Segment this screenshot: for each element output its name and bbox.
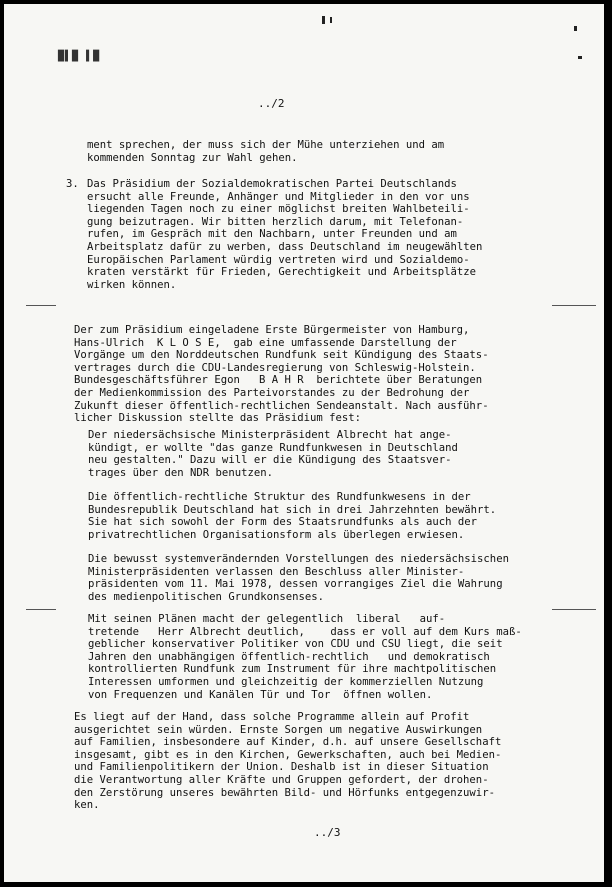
item-number: 3. (66, 178, 79, 190)
divider-line (552, 609, 596, 610)
divider-line (26, 609, 56, 610)
scan-speck (574, 26, 577, 31)
document-page (4, 4, 604, 882)
scan-speck (578, 56, 582, 59)
item-3-text: Das Präsidium der Sozialdemokratischen Partei Deutschlands ersucht alle Freunde, Anhänger und Mitglieder in den vor uns liegenden Tagen noch zu einer möglichst breiten Wahlbeteili- gung beizutragen. Wir bitten herzlich darum, mit Telefonan- rufen, im Gespräch mit den Nachbarn, unter Freunden und am Arbeitsplatz dafür zu werben, dass Deutschland im neugewählten Europäischen Parlament würdig vertreten wird und Sozialdemo- kraten verstärkt für Frieden, Gerechtigkeit und Arbeitsplätze wirken können. (87, 178, 483, 291)
closing-paragraph: Es liegt auf der Hand, dass solche Programme allein auf Profit ausgerichtet sein würden. Ernste Sorgen um negative Auswirkungen auf Familien, insbesondere auf Kinder, d.h. auf unsere Gesellschaft insgesamt, gibt es in den Kirchen, Gewerkschaften, auch bei Medien- und Familienpolitikern der Union. Deshalb ist in dieser Situation die Verantwortung aller Kräfte und Gruppen gefordert, der drohen- den Zerstörung unseres bewährten Bild- und Hörfunks entgegenzuwir- ken. (74, 711, 502, 812)
statement-point: Die bewusst systemverändernden Vorstellungen des niedersächsischen Ministerpräsidenten verlassen den Beschluss aller Minister- präsidenten vom 11. Mai 1978, dessen vorrangiges Ziel die Wahrung des medienpolitischen Grundkonsenses. (88, 553, 509, 603)
redacted-header-marks: █▌█ ▌█ (58, 51, 101, 62)
divider-line (26, 305, 56, 306)
divider-line (552, 305, 596, 306)
scan-speck (330, 17, 332, 23)
statement-point: Mit seinen Plänen macht der gelegentlich liberal auf- tretende Herr Albrecht deutlich, dass er voll auf dem Kurs maß- geblicher konservativer Politiker von CDU und CSU liegt, die seit Jahren den unabhängigen öffentlich-rechtlich und demokratisch kontrollierten Rundfunk zum Instrument für ihre machtpolitischen Interessen umformen und gleichzeitig der kommerziellen Nutzung von Frequenzen und Kanälen Tür und Tor öffnen wollen. (88, 613, 522, 701)
page-reference-top: ../2 (258, 97, 285, 110)
scan-speck (322, 16, 325, 24)
continuation-text: ment sprechen, der muss sich der Mühe unterziehen und am kommenden Sonntag zur Wahl gehen. (87, 139, 445, 164)
intro-paragraph: Der zum Präsidium eingeladene Erste Bürgermeister von Hamburg, Hans-Ulrich K L O S E, gab eine umfassende Darstellung der Vorgänge um den Norddeutschen Rundfunk seit Kündigung des Staats- vertrages durch die CDU-Landesregierung von Schleswig-Holstein. Bundesgeschäftsführer Egon B A H R berichtete über Beratungen der Medienkommission des Parteivorstandes zu der Bedrohung der Zukunft dieser öffentlich-rechtlichen Sendeanstalt. Nach ausführ- licher Diskussion stellte das Präsidium fest: (74, 324, 489, 425)
statement-point: Die öffentlich-rechtliche Struktur des Rundfunkwesens in der Bundesrepublik Deutschland hat sich in drei Jahrzehnten bewährt. Sie hat sich sowohl der Form des Staatsrundfunks als auch der privatrechtlichen Organisationsform als überlegen erwiesen. (88, 491, 497, 541)
page-reference-bottom: ../3 (314, 826, 341, 839)
statement-point: Der niedersächsische Ministerpräsident Albrecht hat ange- kündigt, er wollte "das ganze Rundfunkwesen in Deutschland neu gestalten." Dazu will er die Kündigung des Staatsver- trages über den NDR benutzen. (88, 429, 458, 479)
